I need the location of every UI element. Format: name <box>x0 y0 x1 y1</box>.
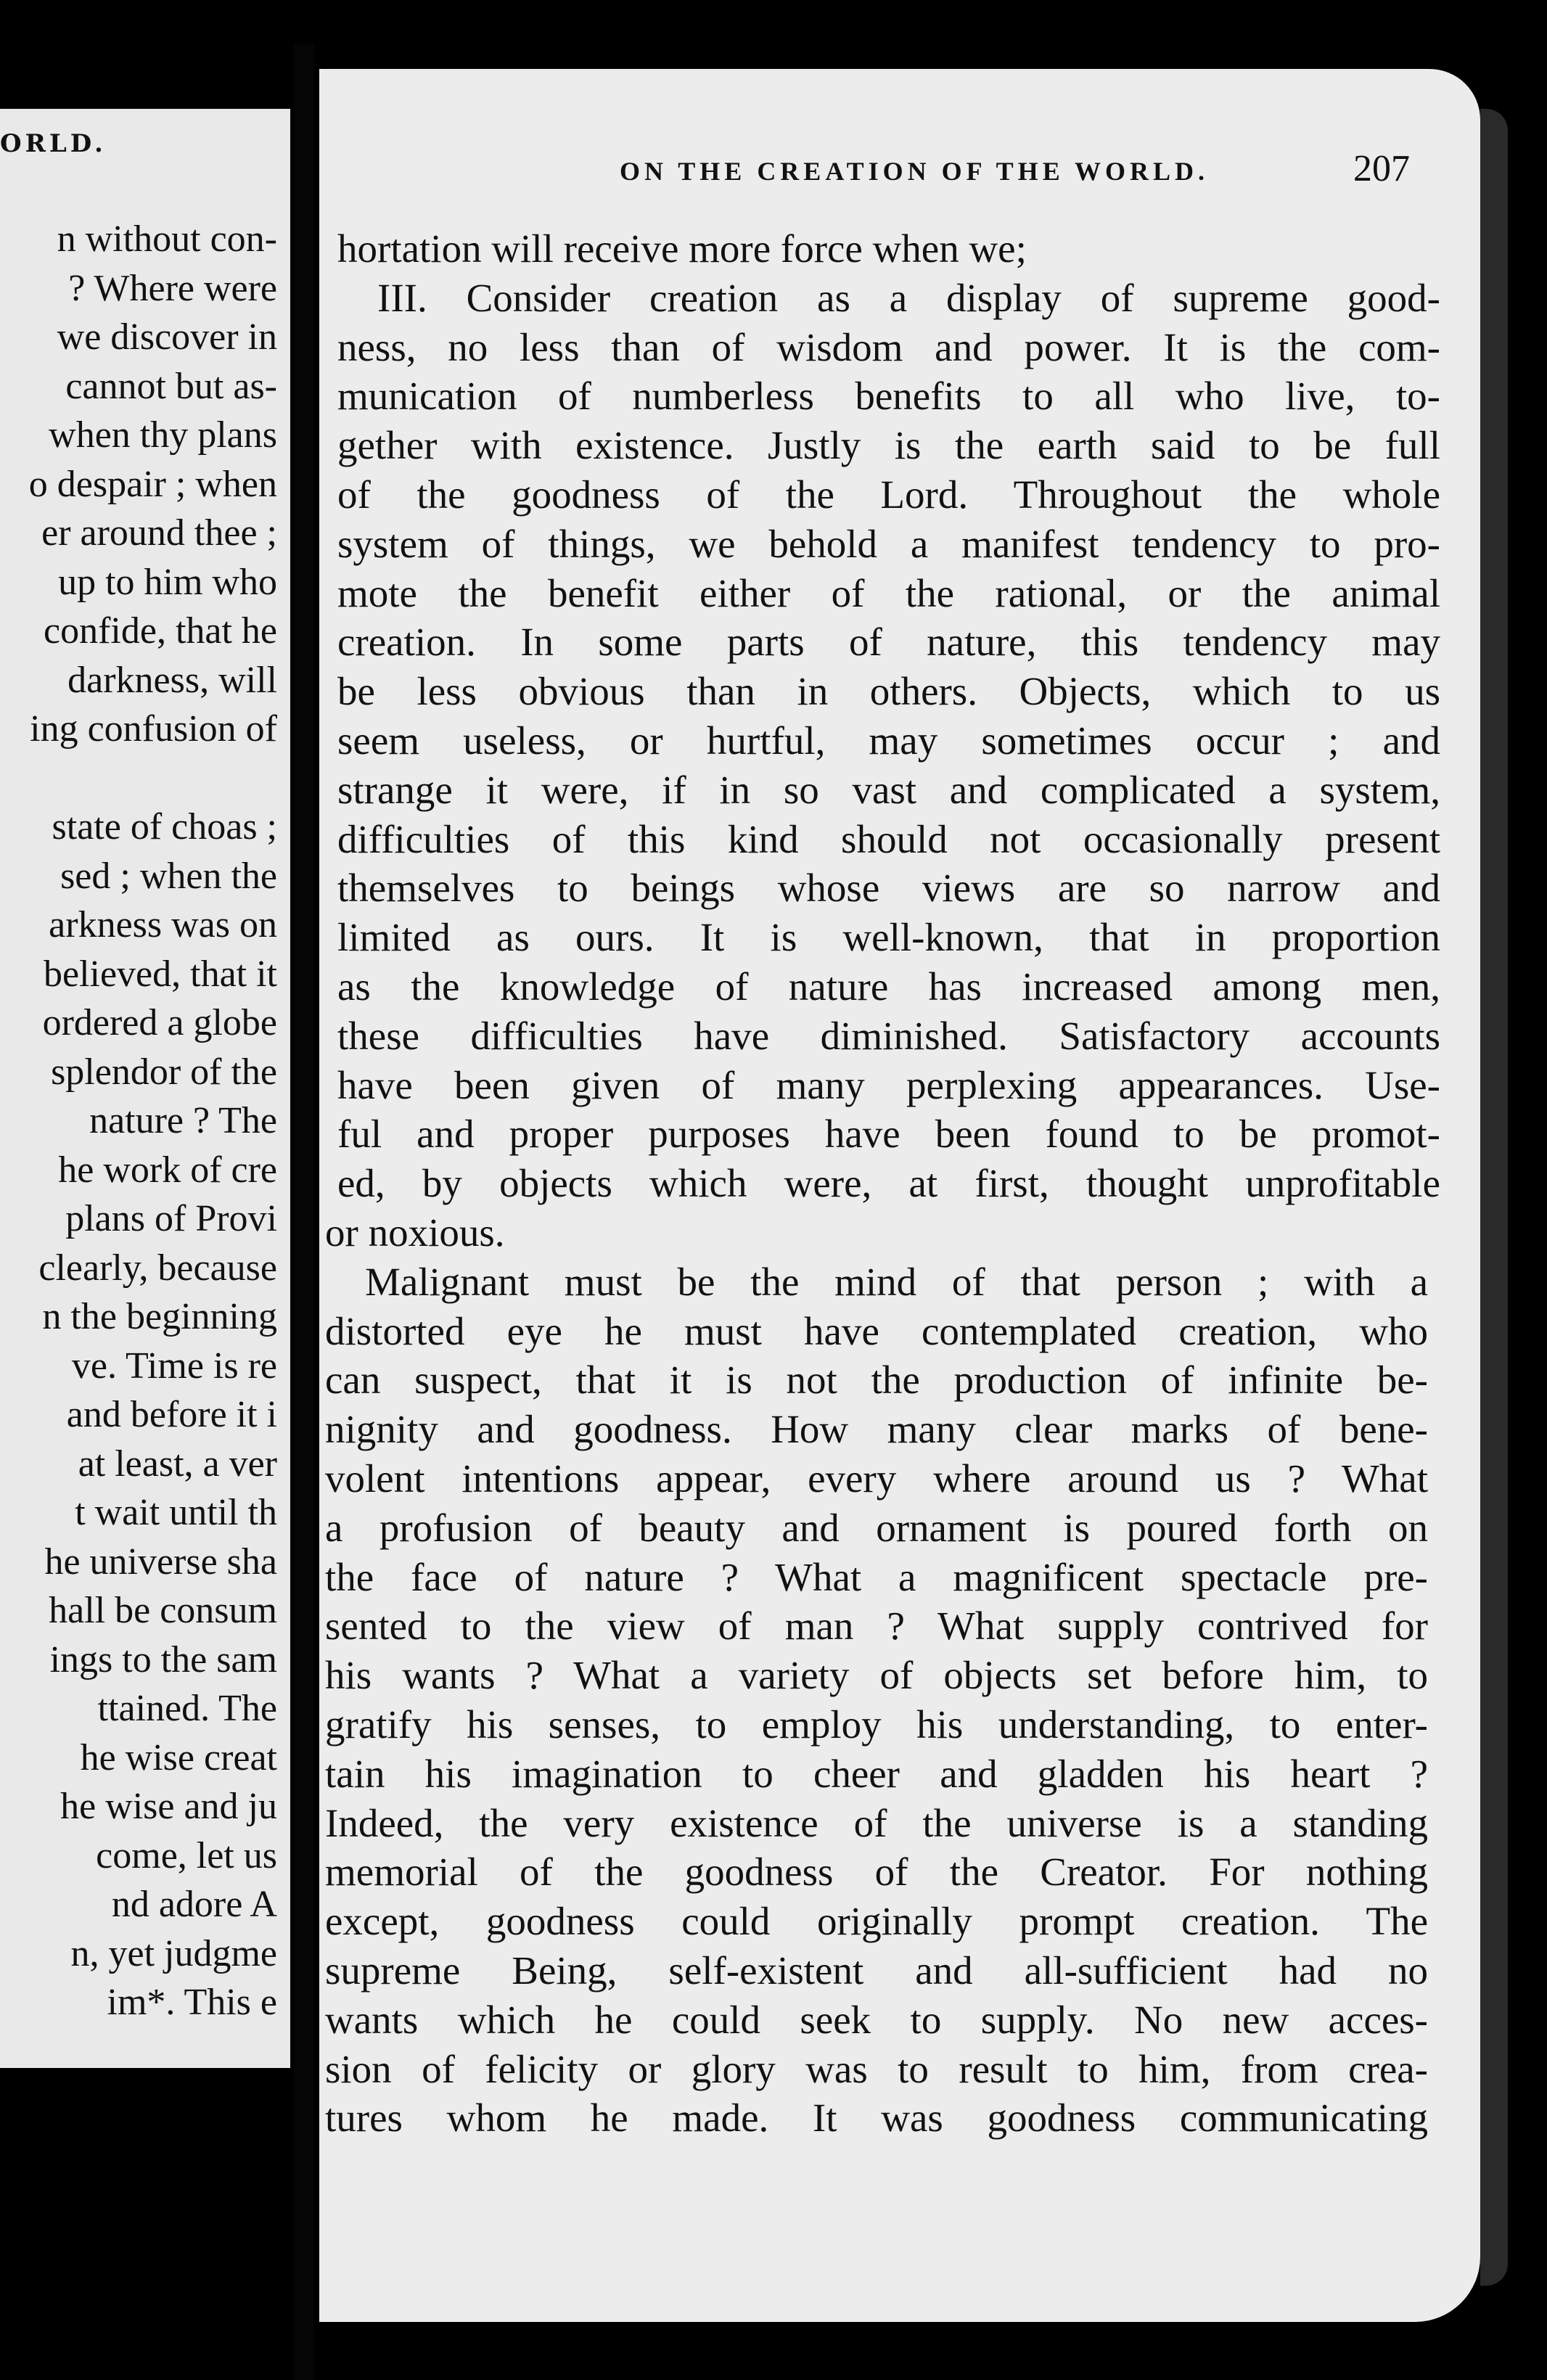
page-number: 207 <box>1353 148 1410 189</box>
left-text-line: believed, that it <box>43 953 277 995</box>
left-text-line: nature ? The <box>89 1100 277 1141</box>
body-text-line: tures whom he made. It was goodness communicating <box>325 2096 1428 2141</box>
body-text-line: ed, by objects which were, at first, thought unprofitable <box>337 1161 1440 1206</box>
body-text-line: III. Consider creation as a display of supreme good- <box>377 275 1440 320</box>
body-text-line: gether with existence. Justly is the earth said to be full <box>337 423 1440 468</box>
left-text-line: come, let us <box>96 1834 277 1876</box>
body-text-line: memorial of the goodness of the Creator. For nothing <box>325 1850 1428 1895</box>
left-text-line: state of choas ; <box>52 806 277 848</box>
body-text-line: Malignant must be the mind of that person ; with a <box>365 1259 1428 1304</box>
running-head: ON THE CREATION OF THE WORLD. <box>619 157 1210 186</box>
body-text-line: hortation will receive more force when we; <box>337 226 1027 271</box>
left-text-line: cannot but as- <box>65 365 277 407</box>
body-text-line: be less obvious than in others. Objects, which to us <box>337 669 1440 714</box>
body-text-line: ful and proper purposes have been found to be promot- <box>337 1112 1440 1157</box>
left-text-line: n the beginning <box>42 1296 277 1337</box>
body-text-line: the face of nature ? What a magnificent spectacle pre- <box>325 1554 1428 1599</box>
book-gutter <box>294 44 314 2380</box>
left-text-line: t wait until th <box>75 1492 277 1533</box>
left-text-line: im*. This e <box>107 1982 277 2023</box>
left-text-line: and before it i <box>66 1394 277 1435</box>
left-text-line: plans of Provi <box>65 1198 277 1239</box>
left-text-line: ordered a globe <box>42 1002 277 1043</box>
left-text-line: ing confusion of <box>30 708 277 750</box>
body-text-line: or noxious. <box>325 1210 505 1255</box>
left-text-line: ttained. The <box>97 1688 277 1729</box>
left-running-head: ORLD. <box>0 129 107 158</box>
body-text-line: limited as ours. It is well-known, that in proportion <box>337 915 1440 960</box>
left-text-line: n without con- <box>57 218 277 260</box>
left-text-line: o despair ; when <box>28 463 277 505</box>
body-text-line: gratify his senses, to employ his understanding, to enter- <box>325 1702 1428 1747</box>
page-edge-shadow <box>1480 109 1508 2286</box>
left-text-line: he universe sha <box>44 1540 277 1583</box>
left-text-line: hall be consum <box>49 1590 277 1631</box>
left-text-line: clearly, because <box>38 1247 277 1289</box>
body-text-line: can suspect, that it is not the production of infinite be- <box>325 1358 1428 1403</box>
body-text-line: distorted eye he must have contemplated creation, who <box>325 1308 1428 1353</box>
left-text-line: er around thee ; <box>41 512 277 554</box>
left-text-line: splendor of the <box>51 1051 277 1093</box>
left-text-line: when thy plans <box>49 414 277 456</box>
left-text-line: at least, a ver <box>78 1443 277 1485</box>
body-text-line: ness, no less than of wisdom and power. It is the com- <box>337 324 1440 369</box>
left-text-line: n, yet judgme <box>70 1932 277 1974</box>
body-text-line: except, goodness could originally prompt creation. The <box>325 1899 1428 1944</box>
left-text-line: ? Where were <box>68 267 277 309</box>
left-text-line: ve. Time is re <box>71 1345 277 1387</box>
body-text-line: seem useless, or hurtful, may sometimes occur ; and <box>337 718 1440 763</box>
left-text-line: sed ; when the <box>60 855 277 897</box>
left-text-line: we discover in <box>57 316 277 358</box>
body-text-line: tain his imagination to cheer and gladden his heart ? <box>325 1751 1428 1796</box>
body-text-line: sion of felicity or glory was to result to him, from crea- <box>325 2046 1428 2091</box>
left-text-line: he wise creat <box>80 1736 277 1778</box>
body-text-line: themselves to beings whose views are so narrow and <box>337 866 1440 911</box>
body-text-line: wants which he could seek to supply. No new acces- <box>325 1997 1428 2042</box>
left-facing-page <box>0 109 290 2068</box>
left-text-line: up to him who <box>58 561 277 603</box>
body-text-line: his wants ? What a variety of objects set before him, to <box>325 1653 1428 1698</box>
left-text-line: ings to the sam <box>49 1638 277 1681</box>
body-text-line: as the knowledge of nature has increased among men, <box>337 964 1440 1009</box>
body-text-line: these difficulties have diminished. Satisfactory accounts <box>337 1013 1440 1058</box>
body-text-line: difficulties of this kind should not occasionally present <box>337 816 1440 861</box>
body-text-line: Indeed, the very existence of the universe is a standing <box>325 1800 1428 1845</box>
left-text-line: darkness, will <box>67 659 277 701</box>
body-text-line: a profusion of beauty and ornament is poured forth on <box>325 1505 1428 1550</box>
right-page <box>319 69 1480 2322</box>
left-text-line: arkness was on <box>49 904 277 945</box>
body-text-line: munication of numberless benefits to all who live, to- <box>337 374 1440 419</box>
body-text-line: of the goodness of the Lord. Throughout the whole <box>337 472 1440 517</box>
left-text-line: he work of cre <box>58 1149 277 1191</box>
body-text-line: nignity and goodness. How many clear marks of bene- <box>325 1407 1428 1452</box>
left-text-line: he wise and ju <box>60 1786 277 1827</box>
left-text-line: confide, that he <box>44 610 277 652</box>
body-text <box>319 69 1480 2322</box>
body-text-line: mote the benefit either of the rational, or the animal <box>337 570 1440 615</box>
body-text-line: creation. In some parts of nature, this tendency may <box>337 620 1440 665</box>
body-text-line: volent intentions appear, every where around us ? What <box>325 1456 1428 1501</box>
body-text-line: have been given of many perplexing appearances. Use- <box>337 1062 1440 1107</box>
body-text-line: supreme Being, self-existent and all-sufficient had no <box>325 1948 1428 1993</box>
body-text-line: strange it were, if in so vast and complicated a system, <box>337 767 1440 812</box>
body-text-line: sented to the view of man ? What supply contrived for <box>325 1604 1428 1649</box>
left-text-line: nd adore A <box>111 1884 277 1925</box>
body-text-line: system of things, we behold a manifest tendency to pro- <box>337 521 1440 566</box>
